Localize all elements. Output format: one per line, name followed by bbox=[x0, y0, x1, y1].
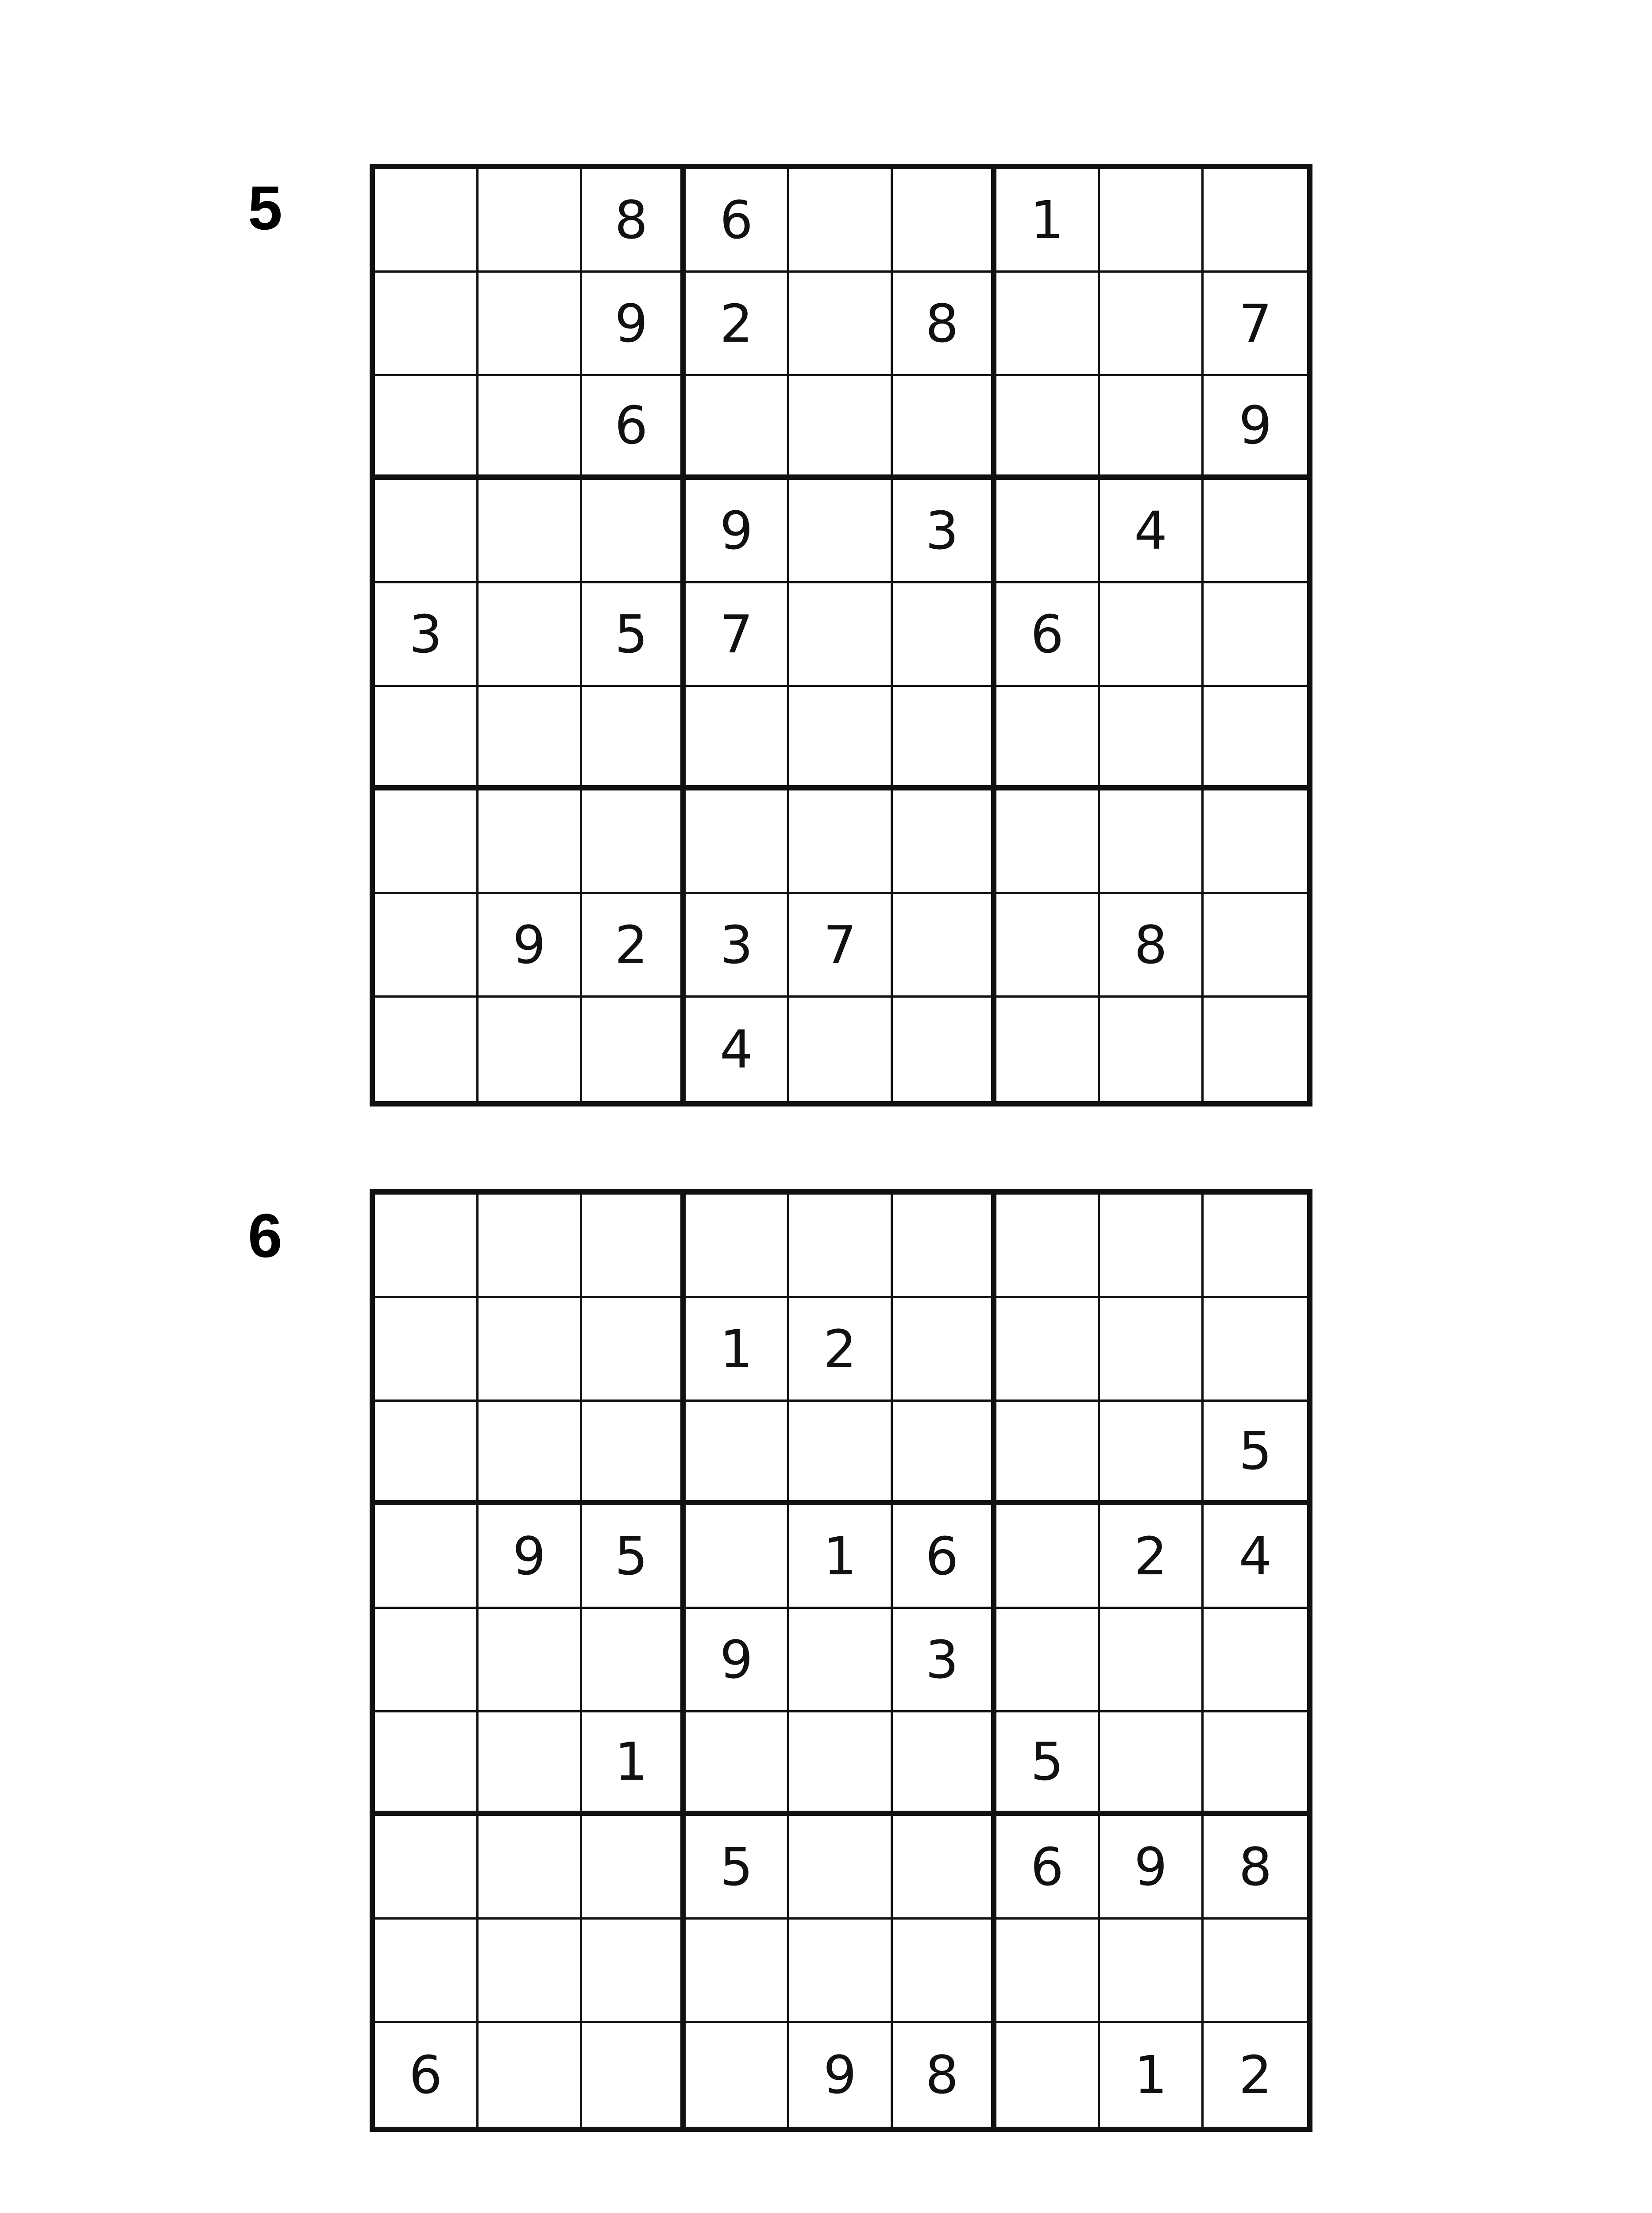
puzzle-number: 6 bbox=[248, 1201, 282, 1270]
given-digit-cell: 8 bbox=[582, 169, 686, 273]
given-digit-cell: 5 bbox=[582, 583, 686, 687]
given-digit-cell: 6 bbox=[582, 376, 686, 480]
empty-cell[interactable] bbox=[789, 1609, 893, 1712]
given-digit-cell: 9 bbox=[789, 2023, 893, 2127]
empty-cell[interactable] bbox=[996, 1609, 1100, 1712]
empty-cell[interactable] bbox=[686, 2023, 789, 2127]
given-digit-cell: 9 bbox=[686, 1609, 789, 1712]
given-digit-cell: 6 bbox=[996, 583, 1100, 687]
given-digit-cell: 9 bbox=[1204, 376, 1307, 480]
empty-cell[interactable] bbox=[479, 273, 582, 376]
empty-cell[interactable] bbox=[789, 790, 893, 894]
given-digit-cell: 5 bbox=[686, 1816, 789, 1920]
given-digit-cell: 7 bbox=[1204, 273, 1307, 376]
empty-cell[interactable] bbox=[893, 376, 996, 480]
given-digit-cell: 6 bbox=[893, 1505, 996, 1609]
empty-cell[interactable] bbox=[1100, 376, 1204, 480]
empty-cell[interactable] bbox=[996, 1920, 1100, 2023]
given-digit-cell: 3 bbox=[893, 1609, 996, 1712]
empty-cell[interactable] bbox=[479, 790, 582, 894]
empty-cell[interactable] bbox=[1100, 998, 1204, 1101]
empty-cell[interactable] bbox=[375, 790, 479, 894]
empty-cell[interactable] bbox=[582, 1920, 686, 2023]
empty-cell[interactable] bbox=[789, 1712, 893, 1816]
given-digit-cell: 8 bbox=[893, 273, 996, 376]
empty-cell[interactable] bbox=[1100, 1402, 1204, 1505]
given-digit-cell: 6 bbox=[686, 169, 789, 273]
given-digit-cell: 7 bbox=[686, 583, 789, 687]
empty-cell[interactable] bbox=[1100, 1920, 1204, 2023]
empty-cell[interactable] bbox=[1204, 894, 1307, 998]
empty-cell[interactable] bbox=[1100, 687, 1204, 790]
empty-cell[interactable] bbox=[996, 998, 1100, 1101]
empty-cell[interactable] bbox=[375, 894, 479, 998]
empty-cell[interactable] bbox=[893, 1298, 996, 1402]
given-digit-cell: 3 bbox=[686, 894, 789, 998]
empty-cell[interactable] bbox=[375, 998, 479, 1101]
empty-cell[interactable] bbox=[582, 1816, 686, 1920]
empty-cell[interactable] bbox=[375, 480, 479, 583]
empty-cell[interactable] bbox=[1204, 1712, 1307, 1816]
empty-cell[interactable] bbox=[1204, 1609, 1307, 1712]
given-digit-cell: 9 bbox=[686, 480, 789, 583]
empty-cell[interactable] bbox=[996, 894, 1100, 998]
empty-cell[interactable] bbox=[893, 687, 996, 790]
empty-cell[interactable] bbox=[789, 273, 893, 376]
empty-cell[interactable] bbox=[375, 169, 479, 273]
given-digit-cell: 1 bbox=[1100, 2023, 1204, 2127]
given-digit-cell: 3 bbox=[375, 583, 479, 687]
empty-cell[interactable] bbox=[479, 376, 582, 480]
empty-cell[interactable] bbox=[893, 1920, 996, 2023]
empty-cell[interactable] bbox=[686, 1505, 789, 1609]
empty-cell[interactable] bbox=[1204, 480, 1307, 583]
empty-cell[interactable] bbox=[893, 998, 996, 1101]
empty-cell[interactable] bbox=[686, 1920, 789, 2023]
empty-cell[interactable] bbox=[1100, 583, 1204, 687]
empty-cell[interactable] bbox=[789, 480, 893, 583]
empty-cell[interactable] bbox=[375, 1609, 479, 1712]
empty-cell[interactable] bbox=[582, 998, 686, 1101]
empty-cell[interactable] bbox=[1204, 1195, 1307, 1298]
empty-cell[interactable] bbox=[996, 2023, 1100, 2127]
empty-cell[interactable] bbox=[479, 1402, 582, 1505]
empty-cell[interactable] bbox=[582, 1298, 686, 1402]
empty-cell[interactable] bbox=[1100, 169, 1204, 273]
given-digit-cell: 5 bbox=[582, 1505, 686, 1609]
empty-cell[interactable] bbox=[996, 790, 1100, 894]
empty-cell[interactable] bbox=[582, 480, 686, 583]
empty-cell[interactable] bbox=[686, 1402, 789, 1505]
given-digit-cell: 9 bbox=[479, 1505, 582, 1609]
empty-cell[interactable] bbox=[479, 480, 582, 583]
empty-cell[interactable] bbox=[893, 1195, 996, 1298]
given-digit-cell: 2 bbox=[686, 273, 789, 376]
empty-cell[interactable] bbox=[1100, 1298, 1204, 1402]
sudoku-grid bbox=[370, 164, 1312, 1106]
given-digit-cell: 1 bbox=[686, 1298, 789, 1402]
given-digit-cell: 7 bbox=[789, 894, 893, 998]
given-digit-cell: 2 bbox=[789, 1298, 893, 1402]
given-digit-cell: 4 bbox=[1100, 480, 1204, 583]
empty-cell[interactable] bbox=[582, 1402, 686, 1505]
empty-cell[interactable] bbox=[582, 687, 686, 790]
empty-cell[interactable] bbox=[375, 1298, 479, 1402]
empty-cell[interactable] bbox=[789, 1402, 893, 1505]
empty-cell[interactable] bbox=[1100, 1609, 1204, 1712]
empty-cell[interactable] bbox=[893, 1402, 996, 1505]
empty-cell[interactable] bbox=[789, 1816, 893, 1920]
given-digit-cell: 6 bbox=[996, 1816, 1100, 1920]
empty-cell[interactable] bbox=[1204, 790, 1307, 894]
empty-cell[interactable] bbox=[479, 583, 582, 687]
given-digit-cell: 9 bbox=[1100, 1816, 1204, 1920]
given-digit-cell: 2 bbox=[1100, 1505, 1204, 1609]
empty-cell[interactable] bbox=[375, 1712, 479, 1816]
empty-cell[interactable] bbox=[996, 1402, 1100, 1505]
empty-cell[interactable] bbox=[1204, 998, 1307, 1101]
empty-cell[interactable] bbox=[375, 1920, 479, 2023]
given-digit-cell: 8 bbox=[1204, 1816, 1307, 1920]
given-digit-cell: 3 bbox=[893, 480, 996, 583]
empty-cell[interactable] bbox=[375, 1505, 479, 1609]
given-digit-cell: 4 bbox=[686, 998, 789, 1101]
empty-cell[interactable] bbox=[1100, 1712, 1204, 1816]
empty-cell[interactable] bbox=[789, 687, 893, 790]
empty-cell[interactable] bbox=[789, 1920, 893, 2023]
empty-cell[interactable] bbox=[686, 687, 789, 790]
empty-cell[interactable] bbox=[1204, 1920, 1307, 2023]
sudoku-grid bbox=[370, 1189, 1312, 2132]
empty-cell[interactable] bbox=[893, 169, 996, 273]
empty-cell[interactable] bbox=[789, 169, 893, 273]
given-digit-cell: 1 bbox=[996, 169, 1100, 273]
empty-cell[interactable] bbox=[375, 1195, 479, 1298]
empty-cell[interactable] bbox=[479, 1195, 582, 1298]
given-digit-cell: 8 bbox=[1100, 894, 1204, 998]
given-digit-cell: 2 bbox=[582, 894, 686, 998]
empty-cell[interactable] bbox=[582, 2023, 686, 2127]
empty-cell[interactable] bbox=[1204, 169, 1307, 273]
empty-cell[interactable] bbox=[996, 1195, 1100, 1298]
empty-cell[interactable] bbox=[686, 1712, 789, 1816]
given-digit-cell: 9 bbox=[582, 273, 686, 376]
empty-cell[interactable] bbox=[789, 1195, 893, 1298]
given-digit-cell: 5 bbox=[1204, 1402, 1307, 1505]
empty-cell[interactable] bbox=[996, 1505, 1100, 1609]
empty-cell[interactable] bbox=[893, 1712, 996, 1816]
given-digit-cell: 8 bbox=[893, 2023, 996, 2127]
given-digit-cell: 9 bbox=[479, 894, 582, 998]
puzzle-number: 5 bbox=[248, 173, 282, 243]
empty-cell[interactable] bbox=[479, 1920, 582, 2023]
given-digit-cell: 1 bbox=[582, 1712, 686, 1816]
empty-cell[interactable] bbox=[1204, 1298, 1307, 1402]
empty-cell[interactable] bbox=[789, 998, 893, 1101]
empty-cell[interactable] bbox=[1100, 273, 1204, 376]
empty-cell[interactable] bbox=[479, 1609, 582, 1712]
empty-cell[interactable] bbox=[479, 1816, 582, 1920]
empty-cell[interactable] bbox=[479, 2023, 582, 2127]
empty-cell[interactable] bbox=[375, 376, 479, 480]
empty-cell[interactable] bbox=[375, 687, 479, 790]
empty-cell[interactable] bbox=[375, 1816, 479, 1920]
empty-cell[interactable] bbox=[893, 583, 996, 687]
empty-cell[interactable] bbox=[686, 1195, 789, 1298]
empty-cell[interactable] bbox=[686, 376, 789, 480]
empty-cell[interactable] bbox=[893, 1816, 996, 1920]
given-digit-cell: 4 bbox=[1204, 1505, 1307, 1609]
empty-cell[interactable] bbox=[893, 790, 996, 894]
empty-cell[interactable] bbox=[582, 1609, 686, 1712]
given-digit-cell: 1 bbox=[789, 1505, 893, 1609]
empty-cell[interactable] bbox=[479, 169, 582, 273]
given-digit-cell: 5 bbox=[996, 1712, 1100, 1816]
given-digit-cell: 2 bbox=[1239, 2044, 1272, 2105]
empty-cell[interactable] bbox=[1204, 583, 1307, 687]
empty-cell[interactable] bbox=[375, 1402, 479, 1505]
empty-cell[interactable] bbox=[1100, 1195, 1204, 1298]
empty-cell[interactable] bbox=[996, 376, 1100, 480]
empty-cell[interactable] bbox=[996, 480, 1100, 583]
empty-cell[interactable] bbox=[582, 790, 686, 894]
empty-cell[interactable] bbox=[996, 1298, 1100, 1402]
empty-cell[interactable] bbox=[789, 376, 893, 480]
given-digit-cell: 6 bbox=[375, 2023, 479, 2127]
empty-cell[interactable] bbox=[1204, 687, 1307, 790]
empty-cell[interactable] bbox=[789, 583, 893, 687]
empty-cell[interactable] bbox=[479, 687, 582, 790]
empty-cell[interactable] bbox=[582, 1195, 686, 1298]
empty-cell[interactable] bbox=[996, 273, 1100, 376]
empty-cell[interactable] bbox=[479, 1298, 582, 1402]
empty-cell[interactable] bbox=[1100, 790, 1204, 894]
empty-cell[interactable] bbox=[686, 790, 789, 894]
empty-cell[interactable] bbox=[479, 1712, 582, 1816]
empty-cell[interactable] bbox=[479, 998, 582, 1101]
empty-cell[interactable] bbox=[893, 894, 996, 998]
empty-cell[interactable] bbox=[375, 273, 479, 376]
empty-cell[interactable] bbox=[996, 687, 1100, 790]
